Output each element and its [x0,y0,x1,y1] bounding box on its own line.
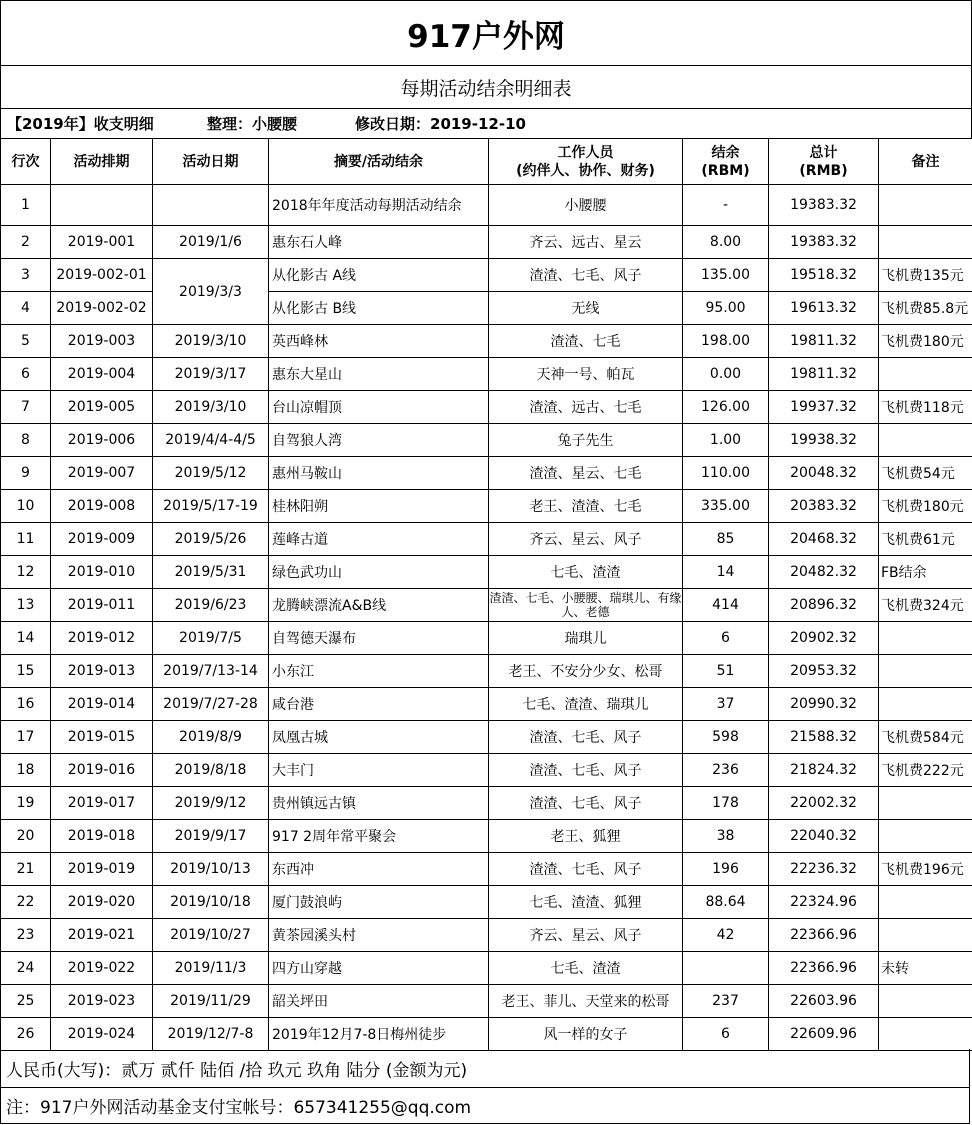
cell-summary: 龙腾峡漂流A&B线 [269,589,489,622]
cell-no: 3 [1,259,51,292]
cell-no: 14 [1,622,51,655]
cell-summary: 从化影古 A线 [269,259,489,292]
cell-schedule: 2019-021 [51,919,153,952]
cell-no: 6 [1,358,51,391]
cell-balance: 8.00 [683,226,769,259]
cell-summary: 2018年年度活动每期活动结余 [269,185,489,226]
cell-no: 15 [1,655,51,688]
cell-no: 11 [1,523,51,556]
cell-staff: 七毛、渣渣、瑞琪儿 [489,688,683,721]
header-total-line2: (RMB) [799,162,848,179]
cell-date: 2019/12/7-8 [153,1018,269,1051]
year-label: 【2019年】收支明细 [7,114,154,133]
cell-total: 22603.96 [769,985,879,1018]
meta-row [0,108,972,138]
cell-date [153,185,269,226]
cell-staff: 老王、狐狸 [489,820,683,853]
header-note: 备注 [879,139,972,185]
header-balance [683,139,769,185]
cell-schedule: 2019-009 [51,523,153,556]
cell-date: 2019/3/10 [153,391,269,424]
cell-summary: 惠州马鞍山 [269,457,489,490]
cell-balance: 126.00 [683,391,769,424]
cell-summary: 台山凉帽顶 [269,391,489,424]
cell-schedule: 2019-011 [51,589,153,622]
cell-staff: 老王、不安分少女、松哥 [489,655,683,688]
cell-staff: 七毛、渣渣 [489,556,683,589]
cell-date: 2019/8/18 [153,754,269,787]
cell-schedule: 2019-008 [51,490,153,523]
cell-balance: 110.00 [683,457,769,490]
cell-schedule: 2019-022 [51,952,153,985]
cell-date: 2019/10/27 [153,919,269,952]
cell-summary: 凤凰古城 [269,721,489,754]
cell-schedule: 2019-007 [51,457,153,490]
table-row [1,952,972,985]
cell-staff: 无线 [489,292,683,325]
cell-staff: 七毛、渣渣 [489,952,683,985]
header-staff-line1: 工作人员 [557,144,614,161]
header-total [769,139,879,185]
table-row [1,358,972,391]
table-row [1,424,972,457]
cell-date: 2019/9/17 [153,820,269,853]
cell-balance: 51 [683,655,769,688]
cell-schedule: 2019-002-01 [51,259,153,292]
cell-note: 飞机费85.8元 [879,292,972,325]
cell-balance: 236 [683,754,769,787]
cell-date: 2019/5/26 [153,523,269,556]
cell-schedule: 2019-013 [51,655,153,688]
cell-staff: 渣渣、远古、七毛 [489,391,683,424]
header-balance-line2: (RBM) [701,162,750,179]
cell-note: FB结余 [879,556,972,589]
cell-date: 2019/7/5 [153,622,269,655]
table-row [1,325,972,358]
cell-note [879,622,972,655]
cell-date: 2019/6/23 [153,589,269,622]
cell-summary: 黄茶园溪头村 [269,919,489,952]
cell-summary: 咸台港 [269,688,489,721]
cell-schedule: 2019-024 [51,1018,153,1051]
cell-note: 飞机费180元 [879,490,972,523]
cell-total: 22236.32 [769,853,879,886]
cell-note [879,226,972,259]
cell-total: 19938.32 [769,424,879,457]
table-row [1,1018,972,1051]
cell-total: 19937.32 [769,391,879,424]
cell-no: 26 [1,1018,51,1051]
cell-summary: 英西峰林 [269,325,489,358]
cell-staff: 兔子先生 [489,424,683,457]
cell-balance: 88.64 [683,886,769,919]
cell-note [879,820,972,853]
table-row [1,787,972,820]
table-row [1,556,972,589]
cell-total: 22366.96 [769,952,879,985]
header-staff [489,139,683,185]
cell-note: 飞机费222元 [879,754,972,787]
cell-staff: 风一样的女子 [489,1018,683,1051]
cell-note: 飞机费54元 [879,457,972,490]
header-summary: 摘要/活动结余 [269,139,489,185]
table-row [1,490,972,523]
cell-date: 2019/1/6 [153,226,269,259]
rmb-uppercase-amount: 人民币(大写)：贰万 贰仟 陆佰 /拾 玖元 玖角 陆分 (金额为元) [0,1049,970,1087]
sheet-subtitle: 每期活动结余明细表 [0,65,972,109]
cell-no: 23 [1,919,51,952]
cell-date: 2019/9/12 [153,787,269,820]
cell-balance: 598 [683,721,769,754]
cell-balance [683,952,769,985]
cell-balance: - [683,185,769,226]
table-row [1,185,972,226]
cell-summary: 自驾德天瀑布 [269,622,489,655]
cell-no: 5 [1,325,51,358]
modified-date-label: 修改日期：2019-12-10 [355,114,526,133]
cell-balance: 95.00 [683,292,769,325]
table-row [1,589,972,622]
cell-schedule: 2019-005 [51,391,153,424]
cell-summary: 2019年12月7-8日梅州徒步 [269,1018,489,1051]
cell-balance: 1.00 [683,424,769,457]
cell-schedule: 2019-002-02 [51,292,153,325]
cell-total: 22324.96 [769,886,879,919]
cell-no: 18 [1,754,51,787]
cell-schedule [51,185,153,226]
cell-balance: 135.00 [683,259,769,292]
editor-label: 整理：小腰腰 [207,114,298,133]
header-total-line1: 总计 [809,144,838,161]
cell-balance: 14 [683,556,769,589]
cell-date: 2019/4/4-4/5 [153,424,269,457]
cell-balance: 6 [683,622,769,655]
cell-staff: 老王、菲儿、天堂来的松哥 [489,985,683,1018]
cell-note: 飞机费118元 [879,391,972,424]
cell-balance: 414 [683,589,769,622]
cell-date: 2019/3/3 [153,259,269,325]
cell-balance: 38 [683,820,769,853]
cell-schedule: 2019-016 [51,754,153,787]
header-row [1,139,972,185]
table-row [1,853,972,886]
table-row [1,226,972,259]
cell-total: 20048.32 [769,457,879,490]
cell-schedule: 2019-019 [51,853,153,886]
cell-date: 2019/5/31 [153,556,269,589]
cell-date: 2019/10/18 [153,886,269,919]
cell-schedule: 2019-012 [51,622,153,655]
cell-staff: 渣渣、七毛 [489,325,683,358]
cell-balance: 0.00 [683,358,769,391]
table-row [1,259,972,292]
table-row [1,523,972,556]
cell-total: 22366.96 [769,919,879,952]
cell-note [879,688,972,721]
cell-date: 2019/3/10 [153,325,269,358]
cell-note [879,424,972,457]
cell-note [879,1018,972,1051]
cell-staff: 齐云、远古、星云 [489,226,683,259]
table-row [1,457,972,490]
cell-total: 19518.32 [769,259,879,292]
cell-summary: 绿色武功山 [269,556,489,589]
cell-staff: 渣渣、七毛、风子 [489,721,683,754]
cell-balance: 335.00 [683,490,769,523]
cell-total: 22040.32 [769,820,879,853]
cell-note: 飞机费135元 [879,259,972,292]
table-row [1,886,972,919]
cell-date: 2019/5/17-19 [153,490,269,523]
cell-note: 飞机费196元 [879,853,972,886]
cell-total: 20990.32 [769,688,879,721]
cell-summary: 小东江 [269,655,489,688]
cell-staff: 齐云、星云、风子 [489,523,683,556]
cell-total: 19811.32 [769,358,879,391]
cell-schedule: 2019-020 [51,886,153,919]
cell-note [879,655,972,688]
cell-date: 2019/7/13-14 [153,655,269,688]
cell-total: 19613.32 [769,292,879,325]
cell-balance: 178 [683,787,769,820]
header-balance-line1: 结余 [711,144,740,161]
table-row [1,820,972,853]
cell-date: 2019/11/3 [153,952,269,985]
cell-no: 10 [1,490,51,523]
cell-schedule: 2019-010 [51,556,153,589]
cell-total: 22002.32 [769,787,879,820]
cell-note [879,358,972,391]
cell-schedule: 2019-023 [51,985,153,1018]
cell-balance: 196 [683,853,769,886]
cell-note [879,886,972,919]
table-row [1,688,972,721]
cell-summary: 917 2周年常平聚会 [269,820,489,853]
cell-no: 16 [1,688,51,721]
cell-balance: 37 [683,688,769,721]
cell-total: 21588.32 [769,721,879,754]
cell-date: 2019/8/9 [153,721,269,754]
cell-date: 2019/5/12 [153,457,269,490]
cell-total: 21824.32 [769,754,879,787]
cell-no: 4 [1,292,51,325]
cell-schedule: 2019-015 [51,721,153,754]
cell-schedule: 2019-003 [51,325,153,358]
cell-total: 19811.32 [769,325,879,358]
cell-total: 22609.96 [769,1018,879,1051]
cell-date: 2019/7/27-28 [153,688,269,721]
cell-total: 20902.32 [769,622,879,655]
table-row [1,655,972,688]
cell-total: 20953.32 [769,655,879,688]
header-row-no: 行次 [1,139,51,185]
header-staff-line2: (约伴人、协作、财务) [516,162,655,179]
ledger-body [1,185,972,1051]
cell-total: 19383.32 [769,226,879,259]
cell-staff: 老王、渣渣、七毛 [489,490,683,523]
cell-balance: 198.00 [683,325,769,358]
cell-note [879,787,972,820]
footer-note: 注：917户外网活动基金支付宝帐号：657341255@qq.com [0,1087,970,1124]
cell-balance: 85 [683,523,769,556]
cell-note: 未转 [879,952,972,985]
cell-summary: 四方山穿越 [269,952,489,985]
cell-note [879,185,972,226]
cell-date: 2019/3/17 [153,358,269,391]
cell-staff: 七毛、渣渣、狐狸 [489,886,683,919]
table-row [1,754,972,787]
cell-balance: 6 [683,1018,769,1051]
cell-summary: 贵州镇远古镇 [269,787,489,820]
cell-staff: 瑞琪儿 [489,622,683,655]
cell-summary: 惠东大星山 [269,358,489,391]
cell-no: 13 [1,589,51,622]
cell-schedule: 2019-017 [51,787,153,820]
cell-schedule: 2019-004 [51,358,153,391]
cell-summary: 韶关坪田 [269,985,489,1018]
cell-date: 2019/11/29 [153,985,269,1018]
cell-total: 20383.32 [769,490,879,523]
cell-summary: 莲峰古道 [269,523,489,556]
cell-total: 20482.32 [769,556,879,589]
cell-date: 2019/10/13 [153,853,269,886]
cell-summary: 大丰门 [269,754,489,787]
table-row [1,622,972,655]
cell-summary: 惠东石人峰 [269,226,489,259]
cell-staff: 渣渣、七毛、风子 [489,787,683,820]
cell-schedule: 2019-018 [51,820,153,853]
cell-no: 1 [1,185,51,226]
cell-no: 2 [1,226,51,259]
table-row [1,391,972,424]
cell-staff: 天神一号、帕瓦 [489,358,683,391]
cell-summary: 桂林阳朔 [269,490,489,523]
sheet-title: 917户外网 [0,0,972,66]
cell-no: 19 [1,787,51,820]
cell-staff: 渣渣、七毛、风子 [489,259,683,292]
cell-no: 25 [1,985,51,1018]
cell-no: 9 [1,457,51,490]
table-row [1,985,972,1018]
cell-no: 24 [1,952,51,985]
cell-balance: 237 [683,985,769,1018]
cell-note [879,919,972,952]
cell-note: 飞机费180元 [879,325,972,358]
cell-no: 21 [1,853,51,886]
cell-total: 19383.32 [769,185,879,226]
cell-no: 22 [1,886,51,919]
cell-staff: 渣渣、七毛、小腰腰、瑞琪儿、有缘人、老德 [489,589,683,622]
ledger-table [0,138,972,1051]
cell-staff: 渣渣、七毛、风子 [489,754,683,787]
cell-balance: 42 [683,919,769,952]
cell-staff: 小腰腰 [489,185,683,226]
cell-schedule: 2019-014 [51,688,153,721]
cell-staff: 渣渣、星云、七毛 [489,457,683,490]
cell-schedule: 2019-001 [51,226,153,259]
table-row [1,292,972,325]
cell-summary: 自驾狼人湾 [269,424,489,457]
cell-note: 飞机费324元 [879,589,972,622]
cell-note [879,985,972,1018]
cell-note: 飞机费584元 [879,721,972,754]
cell-no: 7 [1,391,51,424]
table-row [1,721,972,754]
cell-summary: 东西冲 [269,853,489,886]
cell-no: 17 [1,721,51,754]
cell-summary: 从化影古 B线 [269,292,489,325]
cell-schedule: 2019-006 [51,424,153,457]
table-row [1,919,972,952]
header-schedule: 活动排期 [51,139,153,185]
cell-note: 飞机费61元 [879,523,972,556]
header-date: 活动日期 [153,139,269,185]
cell-summary: 厦门鼓浪屿 [269,886,489,919]
cell-no: 20 [1,820,51,853]
cell-no: 12 [1,556,51,589]
cell-no: 8 [1,424,51,457]
cell-staff: 渣渣、七毛、风子 [489,853,683,886]
cell-staff: 齐云、星云、风子 [489,919,683,952]
cell-total: 20468.32 [769,523,879,556]
cell-total: 20896.32 [769,589,879,622]
